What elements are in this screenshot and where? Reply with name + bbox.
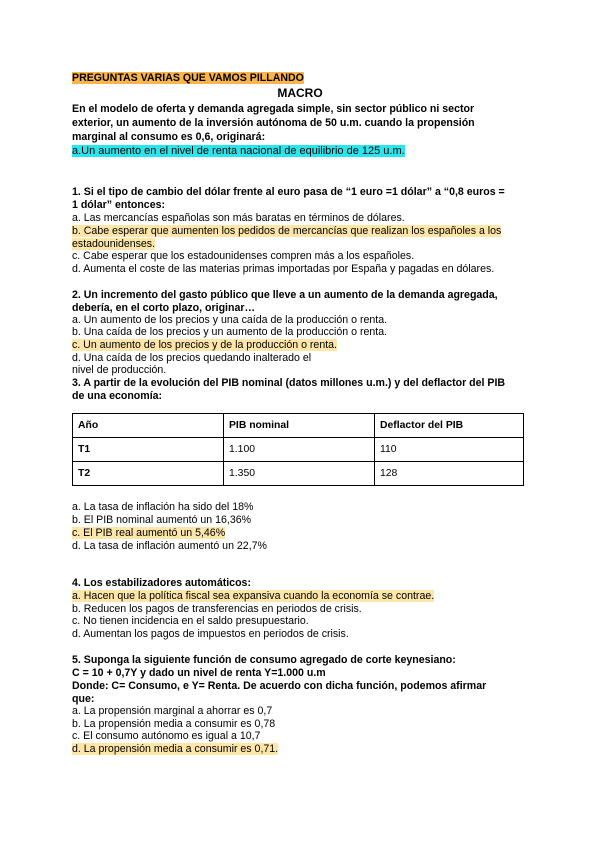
q3-question-line: 3. A partir de la evolución del PIB nominal (datos millones u.m.) y del deflactor del PIB (72, 377, 506, 389)
table-header-cell: Año (73, 414, 224, 438)
table-header-row (73, 414, 524, 438)
q5-option-c: c. El consumo autónomo es igual a 10,7 (72, 730, 261, 742)
q2-option-a: a. Un aumento de los precios y una caída de la producción o renta. (72, 314, 388, 326)
q1-option-d: d. Aumenta el coste de las materias primas importadas por España y pagadas en dólares. (72, 263, 495, 275)
q1-question-line: 1 dólar” entonces: (72, 199, 166, 211)
document-title: PREGUNTAS VARIAS QUE VAMOS PILLANDO (72, 72, 304, 84)
table-cell: 1.350 (224, 462, 375, 486)
table-row (73, 462, 524, 486)
q5-option-d: d. La propensión media a consumir es 0,71. (72, 743, 279, 755)
q5-question-line: que: (72, 693, 95, 705)
table-cell: 1.100 (224, 438, 375, 462)
q4-option-b: b. Reducen los pagos de transferencias en periodos de crisis. (72, 603, 362, 615)
table-cell: T1 (73, 438, 224, 462)
q2-question-line: 2. Un incremento del gasto público que lleve a un aumento de la demanda agregada, (72, 289, 498, 301)
table-cell: 128 (375, 462, 524, 486)
q5-option-a: a. La propensión marginal a ahorrar es 0,7 (72, 705, 273, 717)
q2-option-b: b. Una caída de los precios y un aumento de la producción o renta. (72, 326, 388, 338)
q4-option-a: a. Hacen que la política fiscal sea expansiva cuando la economía se contrae. (72, 590, 435, 602)
table-header-cell: Deflactor del PIB (375, 414, 524, 438)
pib-table (72, 413, 524, 486)
intro-question-line: exterior, un aumento de la inversión autónoma de 50 u.m. cuando la propensión (72, 117, 475, 129)
q3-option-a: a. La tasa de inflación ha sido del 18% (72, 501, 254, 513)
q1-question-line: 1. Si el tipo de cambio del dólar frente al euro pasa de “1 euro =1 dólar” a “0,8 euros = (72, 186, 505, 198)
intro-question-line: marginal al consumo es 0,6, originará: (72, 131, 266, 143)
q3-option-d: d. La tasa de inflación aumentó un 22,7% (72, 540, 267, 552)
q5-question-line: 5. Suponga la siguiente función de consumo agregado de corte keynesiano: (72, 654, 456, 666)
q1-option-b: b. Cabe esperar que aumenten los pedidos de mercancías que realizan los españoles a los (72, 225, 502, 237)
q5-question-line: C = 10 + 0,7Y y dado un nivel de renta Y=1.000 u.m (72, 667, 326, 679)
table-cell: 110 (375, 438, 524, 462)
q3-option-b: b. El PIB nominal aumentó un 16,36% (72, 514, 252, 526)
q2-option-d: d. Una caída de los precios quedando inalterado el (72, 352, 312, 364)
document-subtitle: MACRO (277, 86, 323, 100)
q5-option-b: b. La propensión media a consumir es 0,78 (72, 718, 276, 730)
intro-answer: a.Un aumento en el nivel de renta nacional de equilibrio de 125 u.m. (72, 145, 405, 157)
table-header-cell: PIB nominal (224, 414, 375, 438)
q4-option-d: d. Aumentan los pagos de impuestos en periodos de crisis. (72, 628, 349, 640)
table-cell: T2 (73, 462, 224, 486)
q1-option-c: c. Cabe esperar que los estadounidenses compren más a los españoles. (72, 250, 415, 262)
q2-option-d-cont: nivel de producción. (72, 364, 167, 376)
q4-question: 4. Los estabilizadores automáticos: (72, 577, 251, 589)
q2-question-line: debería, en el corto plazo, originar… (72, 302, 256, 314)
q5-question-line: Donde: C= Consumo, e Y= Renta. De acuerdo con dicha función, podemos afirmar (72, 680, 487, 692)
q1-option-a: a. Las mercancías españolas son más baratas en términos de dólares. (72, 212, 405, 224)
intro-question-line: En el modelo de oferta y demanda agregada simple, sin sector público ni sector (72, 103, 475, 115)
table-row (73, 438, 524, 462)
q2-option-c: c. Un aumento de los precios y de la producción o renta. (72, 339, 337, 351)
q3-option-c: c. El PIB real aumentó un 5,46% (72, 527, 226, 539)
q4-option-c: c. No tienen incidencia en el saldo presupuestario. (72, 615, 309, 627)
q1-option-b-cont: estadounidenses. (72, 238, 156, 250)
q3-question-line: de una economía: (72, 390, 163, 402)
